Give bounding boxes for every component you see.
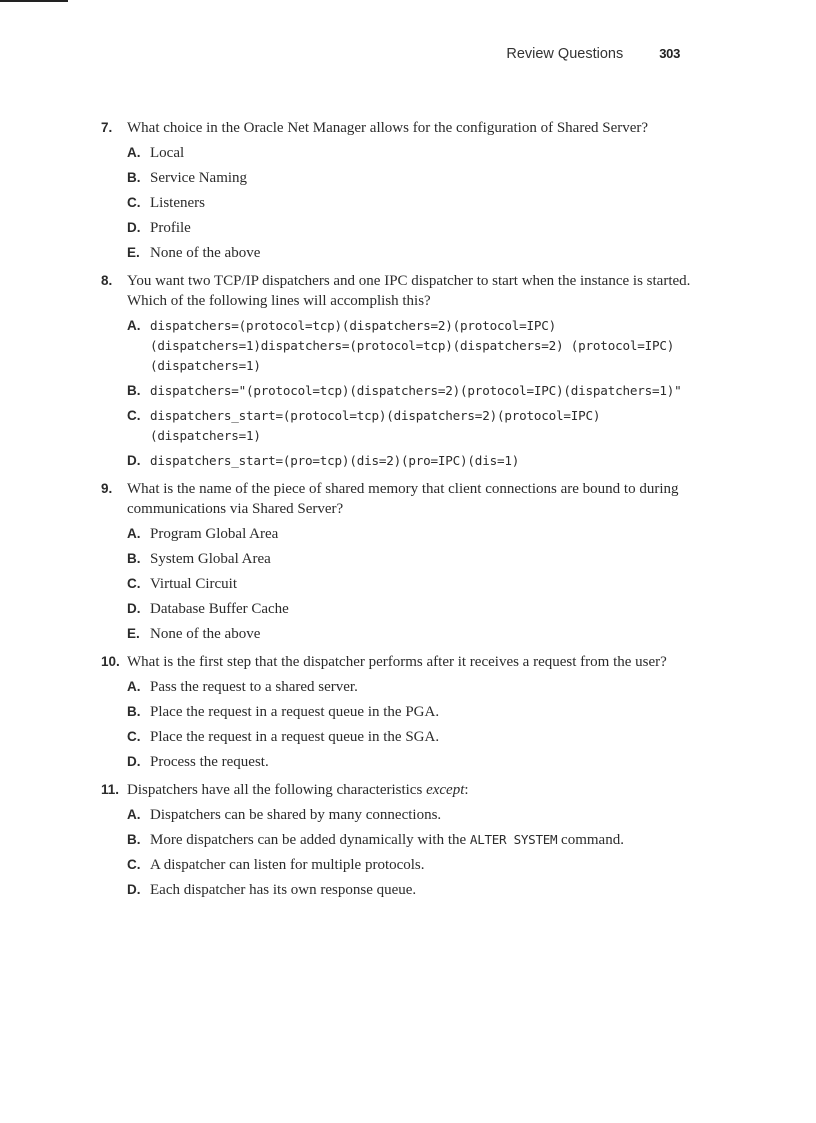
question-text: You want two TCP/IP dispatchers and one IPC dispatcher to start when the instance is started. Which of the following lines will accomplish this? [127, 273, 691, 309]
option-text-part: More dispatchers can be added dynamically with the [150, 832, 470, 848]
option-letter: D. [127, 601, 141, 616]
question-text: What is the first step that the dispatcher performs after it receives a request from the user? [127, 654, 667, 670]
option-c [127, 193, 694, 213]
option-code: dispatchers_start=(protocol=tcp)(dispatchers=2)(protocol=IPC) (dispatchers=1) [150, 408, 601, 443]
option-letter: D. [127, 453, 141, 468]
option-e [127, 624, 694, 644]
option-letter: B. [127, 832, 141, 847]
option-text: Place the request in a request queue in the PGA. [150, 704, 440, 720]
option-b [127, 549, 694, 569]
option-letter: B. [127, 551, 141, 566]
option-text: A dispatcher can listen for multiple protocols. [150, 857, 425, 873]
option-letter: A. [127, 526, 141, 541]
option-text: Service Naming [150, 170, 248, 186]
option-a [127, 805, 694, 825]
option-text: Dispatchers can be shared by many connections. [150, 807, 442, 823]
option-text: Local [150, 145, 185, 161]
option-text: Each dispatcher has its own response queue. [150, 882, 417, 898]
question-number: 8. [101, 273, 113, 288]
option-b [127, 381, 694, 401]
option-letter: D. [127, 220, 141, 235]
inline-code: ALTER SYSTEM [469, 832, 558, 847]
option-letter: D. [127, 882, 141, 897]
option-text-part: command. [557, 832, 624, 848]
option-text: Place the request in a request queue in the SGA. [150, 729, 440, 745]
page-number: 303 [659, 46, 680, 61]
option-letter: D. [127, 754, 141, 769]
question-number: 9. [101, 481, 113, 496]
option-code: dispatchers=(protocol=tcp)(dispatchers=2)(protocol=IPC) (dispatchers=1)dispatchers=(protocol=tcp)(dispatchers=2) (protocol=IPC)(dispatchers=1) [150, 318, 675, 373]
option-a [127, 524, 694, 544]
option-letter: C. [127, 408, 141, 423]
option-d [127, 752, 694, 772]
option-letter: A. [127, 807, 141, 822]
option-letter: C. [127, 195, 141, 210]
question-text [127, 780, 694, 800]
option-text: Process the request. [150, 754, 269, 770]
question-number: 10. [101, 654, 120, 669]
option-text [150, 830, 694, 850]
option-letter: E. [127, 626, 140, 641]
corner-rule [0, 0, 68, 2]
option-text: Profile [150, 220, 191, 236]
option-a [127, 677, 694, 697]
option-letter: C. [127, 729, 141, 744]
option-d [127, 218, 694, 238]
option-letter: A. [127, 679, 141, 694]
question-number: 11. [101, 782, 120, 797]
option-text: Listeners [150, 195, 205, 211]
question-text: What choice in the Oracle Net Manager allows for the configuration of Shared Server? [127, 120, 649, 136]
option-text: Virtual Circuit [150, 576, 237, 592]
question-list [94, 118, 694, 908]
question-10 [94, 652, 694, 772]
question-9 [94, 479, 694, 644]
option-b [127, 702, 694, 722]
option-b [127, 830, 694, 850]
option-a [127, 143, 694, 163]
option-text: None of the above [150, 626, 261, 642]
option-text: System Global Area [150, 551, 271, 567]
section-title: Review Questions [506, 46, 624, 62]
option-letter: C. [127, 576, 141, 591]
question-text: What is the name of the piece of shared memory that client connections are bound to during communications via Shared Server? [127, 481, 679, 517]
option-letter: A. [127, 318, 141, 333]
option-text: Pass the request to a shared server. [150, 679, 358, 695]
question-11 [94, 780, 694, 900]
question-text-emphasis: except [426, 782, 465, 798]
option-text: Program Global Area [150, 526, 279, 542]
option-letter: E. [127, 245, 140, 260]
option-code: dispatchers="(protocol=tcp)(dispatchers=2)(protocol=IPC)(dispatchers=1)" [150, 383, 682, 398]
option-code: dispatchers_start=(pro=tcp)(dis=2)(pro=IPC)(dis=1) [150, 453, 520, 468]
option-letter: B. [127, 170, 141, 185]
option-c [127, 855, 694, 875]
option-b [127, 168, 694, 188]
option-text: None of the above [150, 245, 261, 261]
option-c [127, 406, 694, 446]
question-7 [94, 118, 694, 263]
option-e [127, 243, 694, 263]
option-letter: B. [127, 704, 141, 719]
running-header [506, 46, 680, 68]
option-d [127, 599, 694, 619]
question-8 [94, 271, 694, 471]
question-text-part: Dispatchers have all the following characteristics [127, 782, 427, 798]
question-text-part: : [464, 782, 469, 798]
question-number: 7. [101, 120, 113, 135]
option-letter: A. [127, 145, 141, 160]
option-letter: C. [127, 857, 141, 872]
option-letter: B. [127, 383, 141, 398]
option-c [127, 574, 694, 594]
option-a [127, 316, 694, 376]
option-d [127, 451, 694, 471]
option-c [127, 727, 694, 747]
option-text: Database Buffer Cache [150, 601, 289, 617]
option-d [127, 880, 694, 900]
